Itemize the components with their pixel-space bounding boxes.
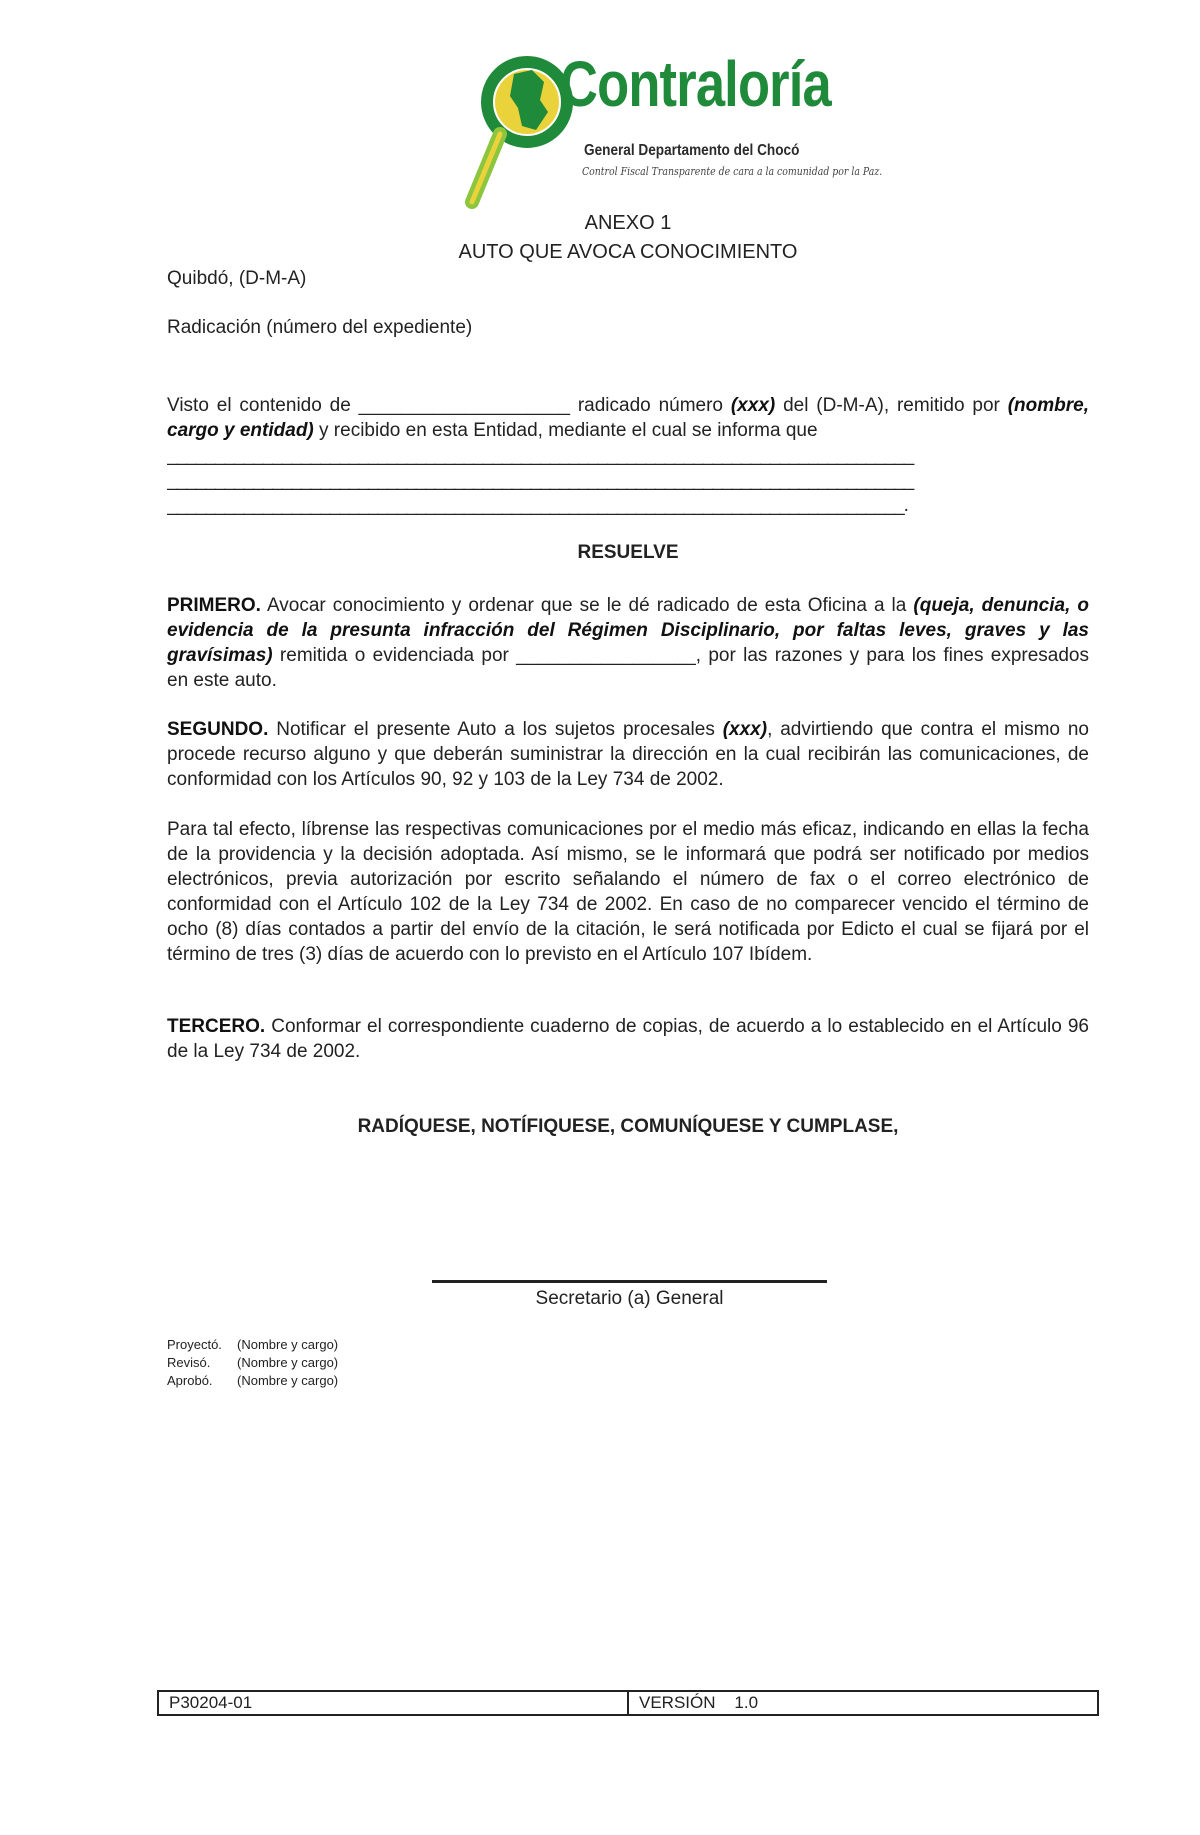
closing-formula: RADÍQUESE, NOTÍFIQUESE, COMUNÍQUESE Y CUMPLASE, [357, 1116, 899, 1137]
credit-value: (Nombre y cargo) [237, 1355, 339, 1370]
footer-code: P30204-01 [159, 1692, 629, 1714]
intro-text-3: y recibido en esta Entidad, mediante el cual se informa que [313, 420, 818, 441]
credit-approved [167, 1372, 338, 1390]
segundo-text-2: , advirtiendo que contra el mismo no procede recurso alguno y que deberán suministrar la dirección en la cual recibirán las comunicaciones, de conformidad con los Artículos 90, 92 y 103 de la Ley 734 de 2002. [167, 719, 1089, 790]
contraloria-logo [452, 48, 883, 212]
tercero-label: TERCERO. [167, 1016, 266, 1037]
segundo-text-1: Notificar el presente Auto a los sujetos procesales [268, 719, 723, 740]
credit-value: (Nombre y cargo) [237, 1337, 339, 1352]
place-date: Quibdó, (D-M-A) [167, 268, 307, 289]
fill-line: ______________________________________________________________________________ [167, 445, 914, 466]
segundo-paragraph [167, 717, 1089, 792]
tercero-text: Conformar el correspondiente cuaderno de copias, de acuerdo a lo establecido en el Artículo 96 de la Ley 734 de 2002. [167, 1016, 1089, 1062]
credit-reviewed [167, 1354, 338, 1372]
segundo-label: SEGUNDO. [167, 719, 269, 740]
credit-value: (Nombre y cargo) [237, 1373, 339, 1388]
fill-line: _____________________________________________________________________________. [167, 495, 908, 516]
signature-line [432, 1280, 827, 1283]
primero-paragraph [167, 593, 1089, 693]
intro-paragraph [167, 393, 1089, 518]
primero-text-1: Avocar conocimiento y ordenar que se le dé radicado de esta Oficina a la [260, 595, 914, 616]
filing-number: Radicación (número del expediente) [167, 317, 473, 338]
intro-bold-2: (nombre, cargo y entidad) [167, 395, 1089, 441]
document-title: AUTO QUE AVOCA CONOCIMIENTO [458, 241, 798, 263]
primero-text-2: remitida o evidenciada por _________________, por las razones y para los fines expresados en este auto. [167, 645, 1089, 691]
logo-slogan: Control Fiscal Transparente de cara a la comunidad por la Paz. [582, 165, 883, 178]
tercero-paragraph [167, 1014, 1089, 1064]
segundo-bold: (xxx) [722, 719, 768, 740]
logo-wordmark: Contraloría [560, 48, 831, 120]
credit-key: Revisó. [167, 1355, 211, 1370]
footer-table [157, 1690, 1099, 1716]
credit-key: Proyectó. [167, 1337, 222, 1352]
signature-label: Secretario (a) General [535, 1288, 724, 1309]
intro-text-2: del (D-M-A), remitido por [775, 395, 1008, 416]
fill-line: ______________________________________________________________________________ [167, 470, 914, 491]
primero-bold: (queja, denuncia, o evidencia de la presunta infracción del Régimen Disciplinario, por faltas leves, graves y las gravísimas) [167, 595, 1089, 666]
credit-projected [167, 1336, 338, 1354]
footer-version: VERSIÓN 1.0 [639, 1693, 759, 1712]
intro-text-1: Visto el contenido de ____________________ radicado número [167, 395, 731, 416]
intro-bold-1: (xxx) [730, 395, 776, 416]
resuelve-heading: RESUELVE [577, 542, 679, 563]
para-efecto-paragraph: Para tal efecto, líbrense las respectivas comunicaciones por el medio más eficaz, indicando en ellas la fecha de la providencia y la decisión adoptada. Así mismo, se le informará que podrá ser notificado por medios electrónicos, previa autorización por escrito señalando el número de fax o el correo electrónico de conformidad con el Artículo 102 de la Ley 734 de 2002. En caso de no comparecer vencido el término de ocho (8) días contados a partir del envío de la citación, le será notificada por Edicto el cual se fijará por el término de tres (3) días de acuerdo con lo previsto en el Artículo 107 Ibídem. [167, 819, 1089, 965]
primero-label: PRIMERO. [167, 595, 261, 616]
annex-title: ANEXO 1 [584, 212, 672, 234]
credit-key: Aprobó. [167, 1373, 213, 1388]
logo-subtitle: General Departamento del Chocó [584, 142, 800, 159]
